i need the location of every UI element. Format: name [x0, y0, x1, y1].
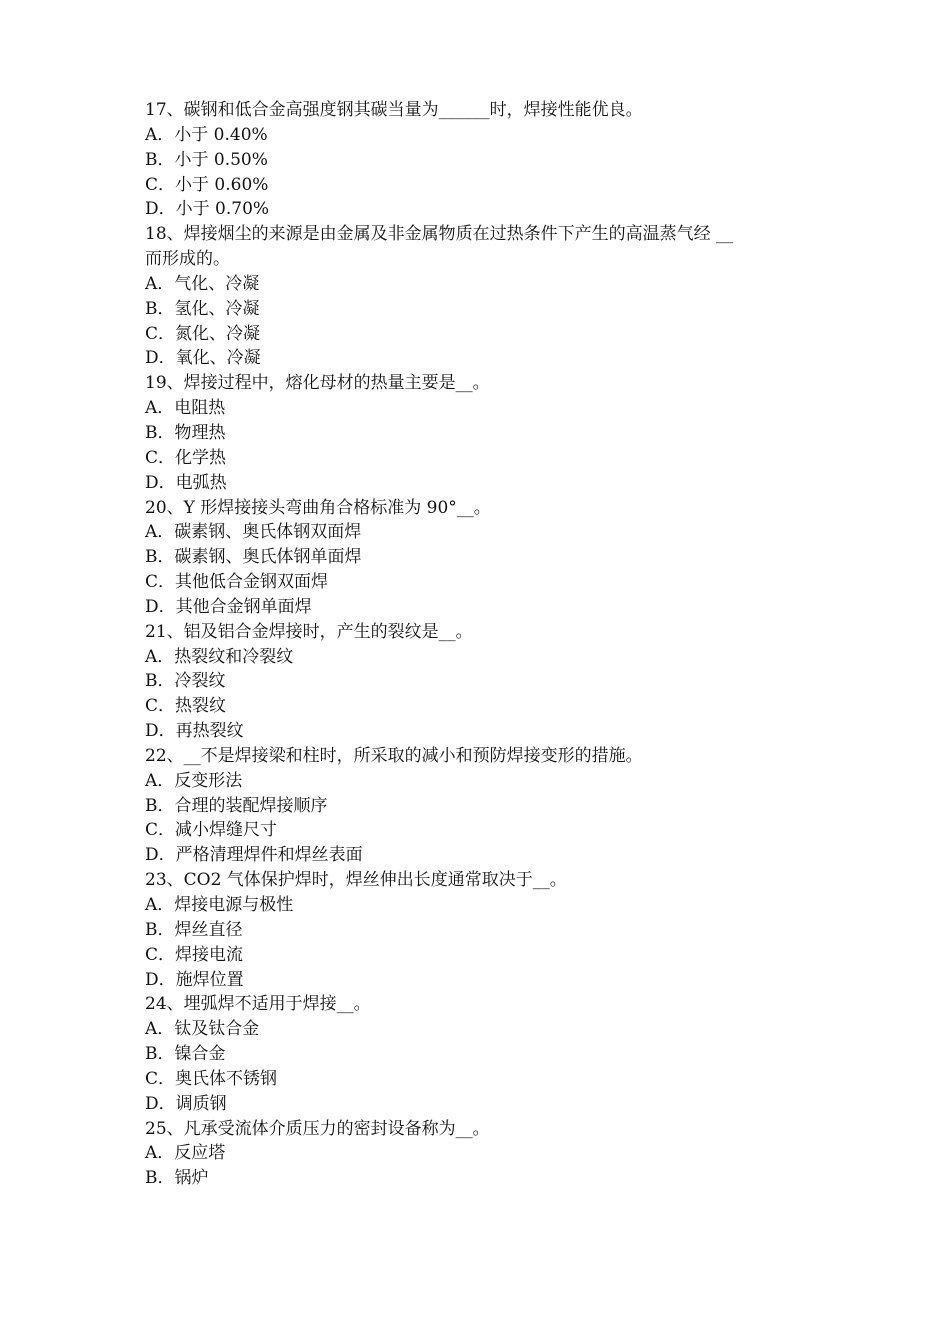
question-23-option-c: C．焊接电流 [145, 944, 244, 965]
question-20-option-a: A．碳素钢、奥氏体钢双面焊 [145, 522, 362, 543]
question-24-option-a: A．钛及钛合金 [145, 1019, 260, 1040]
question-24-stem: 24、埋弧焊不适用于焊接__。 [145, 994, 371, 1015]
question-21-option-d: D．再热裂纹 [145, 721, 244, 742]
question-18-option-d: D．氧化、冷凝 [145, 348, 261, 369]
question-25-option-b: B．锅炉 [145, 1168, 209, 1189]
question-20-option-c: C．其他低合金钢双面焊 [145, 572, 329, 593]
question-23-option-d: D．施焊位置 [145, 969, 244, 990]
question-22-option-c: C．减小焊缝尺寸 [145, 820, 278, 841]
question-22-stem: 22、__不是焊接梁和柱时，所采取的减小和预防焊接变形的措施。 [145, 745, 643, 766]
question-22-option-a: A．反变形法 [145, 770, 243, 791]
question-18-option-a: A．气化、冷凝 [145, 273, 260, 294]
question-19-option-b: B．物理热 [145, 422, 226, 443]
question-23-option-b: B．焊丝直径 [145, 919, 243, 940]
question-24-option-b: B．镍合金 [145, 1044, 226, 1065]
question-25-option-a: A．反应塔 [145, 1143, 226, 1164]
question-23-option-a: A．焊接电源与极性 [145, 895, 294, 915]
question-17-option-d: D．小于 0.70% [145, 199, 270, 220]
question-21-option-b: B．冷裂纹 [145, 671, 226, 692]
question-17-option-a: A．小于 0.40% [145, 124, 268, 145]
question-24-option-c: C．奥氏体不锈钢 [145, 1068, 278, 1089]
question-19-stem: 19、焊接过程中，熔化母材的热量主要是__。 [145, 373, 490, 394]
question-22-option-d: D．严格清理焊件和焊丝表面 [145, 845, 363, 866]
question-17-option-b: B．小于 0.50% [145, 149, 268, 170]
question-21-stem: 21、铝及铝合金焊接时，产生的裂纹是__。 [145, 621, 473, 642]
question-18-stem-continued: 而形成的。 [145, 249, 230, 270]
document-page [145, 98, 825, 1191]
question-22-option-b: B．合理的装配焊接顺序 [145, 795, 328, 816]
question-20-option-b: B．碳素钢、奥氏体钢单面焊 [145, 547, 362, 568]
question-23-stem: 23、CO2 气体保护焊时，焊丝伸出长度通常取决于__。 [145, 870, 567, 891]
question-25-stem: 25、凡承受流体介质压力的密封设备称为__。 [145, 1118, 490, 1139]
question-21-option-c: C．热裂纹 [145, 696, 227, 717]
question-19-option-a: A．电阻热 [145, 398, 226, 419]
question-17-option-c: C．小于 0.60% [145, 174, 269, 195]
question-20-stem: 20、Y 形焊接接头弯曲角合格标准为 90°__。 [145, 497, 491, 518]
question-17-stem: 17、碳钢和低合金高强度钢其碳当量为______时，焊接性能优良。 [145, 100, 643, 120]
question-20-option-d: D．其他合金钢单面焊 [145, 596, 312, 617]
question-24-option-d: D．调质钢 [145, 1093, 227, 1114]
question-19-option-d: D．电弧热 [145, 472, 227, 493]
question-18-option-b: B．氢化、冷凝 [145, 298, 260, 319]
question-18-option-c: C．氮化、冷凝 [145, 323, 261, 344]
question-19-option-c: C．化学热 [145, 447, 227, 468]
question-18-stem: 18、焊接烟尘的来源是由金属及非金属物质在过热条件下产生的高温蒸气经 __ [145, 224, 734, 245]
question-21-option-a: A．热裂纹和冷裂纹 [145, 646, 294, 667]
